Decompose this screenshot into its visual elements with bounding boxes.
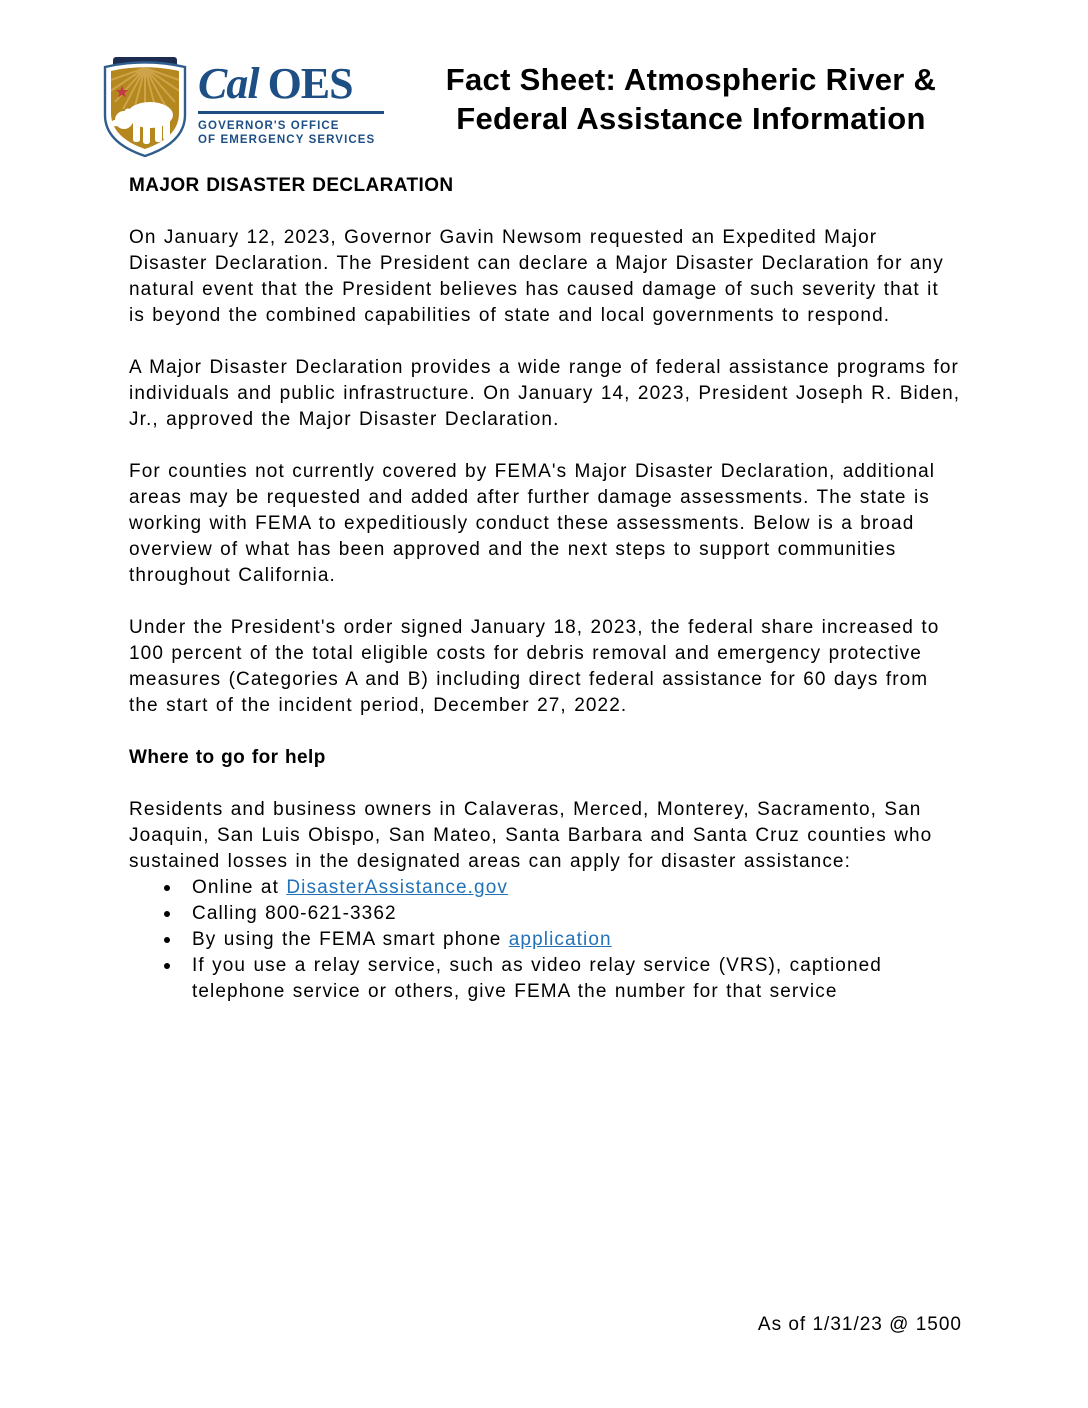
- bullet-icon: [164, 963, 170, 969]
- bullet-text: By using the FEMA smart phone: [192, 929, 509, 950]
- section-heading-where-to-go-for-help: Where to go for help: [129, 747, 326, 768]
- disasterassistance-gov-link[interactable]: DisasterAssistance.gov: [286, 877, 508, 898]
- brand-divider: [198, 111, 384, 114]
- fema-application-link[interactable]: application: [508, 929, 612, 950]
- paragraph-additional-counties: For counties not currently covered by FEMA's Major Disaster Declaration, additional areas may be requested and added after further damage assessments. The state is working with FEMA to expeditiously conduct these assessments. Below is a broad overview of what has been approved and the next steps to support communities throughout California.: [129, 461, 936, 586]
- bullet-text: Calling 800-621-3362: [192, 903, 397, 924]
- list-item-relay-service: [192, 953, 962, 1005]
- bullet-text: If you use a relay service, such as video relay service (VRS), captioned telephone service or others, give FEMA the number for that service: [192, 955, 882, 1002]
- list-item-app: [192, 927, 962, 953]
- paragraph-declaration-approved: A Major Disaster Declaration provides a wide range of federal assistance programs for individuals and public infrastructure. On January 14, 2023, President Joseph R. Biden, Jr., approved the Major Disaster Declaration.: [129, 357, 961, 430]
- bullet-icon: [164, 937, 170, 943]
- bullet-text: Online at: [192, 877, 287, 898]
- brand-subtitle-line2: OF EMERGENCY SERVICES: [198, 134, 376, 146]
- brand-name: [198, 61, 384, 107]
- list-item-online: [192, 875, 962, 901]
- cal-oes-shield-logo: [103, 57, 187, 158]
- brand-cal: Cal: [198, 59, 259, 108]
- paragraph-apply-for-assistance: Residents and business owners in Calaveras, Merced, Monterey, Sacramento, San Joaquin, San Luis Obispo, San Mateo, Santa Barbara and Santa Cruz counties who sustained losses in the designated areas can apply for disaster assistance:: [129, 799, 933, 872]
- assistance-options-list: [129, 875, 962, 1005]
- section-heading-major-disaster-declaration: MAJOR DISASTER DECLARATION: [129, 175, 454, 196]
- page-title-line2: Federal Assistance Information: [456, 101, 926, 136]
- paragraph-federal-share: Under the President's order signed January 18, 2023, the federal share increased to 100 percent of the total eligible costs for debris removal and emergency protective measures (Categories A and B) including direct federal assistance for 60 days from the start of the incident period, December 27, 2022.: [129, 617, 940, 716]
- footer-timestamp: As of 1/31/23 @ 1500: [757, 1314, 962, 1335]
- brand-text-block: [198, 57, 384, 147]
- list-item-phone: [192, 901, 962, 927]
- page-title-line1: Fact Sheet: Atmospheric River &: [445, 62, 937, 97]
- document-body: [129, 173, 962, 1005]
- brand-subtitle-line1: GOVERNOR'S OFFICE: [198, 120, 340, 132]
- brand-oes: OES: [267, 59, 353, 108]
- bullet-icon: [164, 885, 170, 891]
- page-title: [408, 60, 974, 138]
- cal-oes-logo: [103, 57, 384, 158]
- paragraph-declaration-request: On January 12, 2023, Governor Gavin Newsom requested an Expedited Major Disaster Declaration. The President can declare a Major Disaster Declaration for any natural event that the President believes has caused damage of such severity that it is beyond the combined capabilities of state and local governments to respond.: [129, 227, 944, 326]
- bullet-icon: [164, 911, 170, 917]
